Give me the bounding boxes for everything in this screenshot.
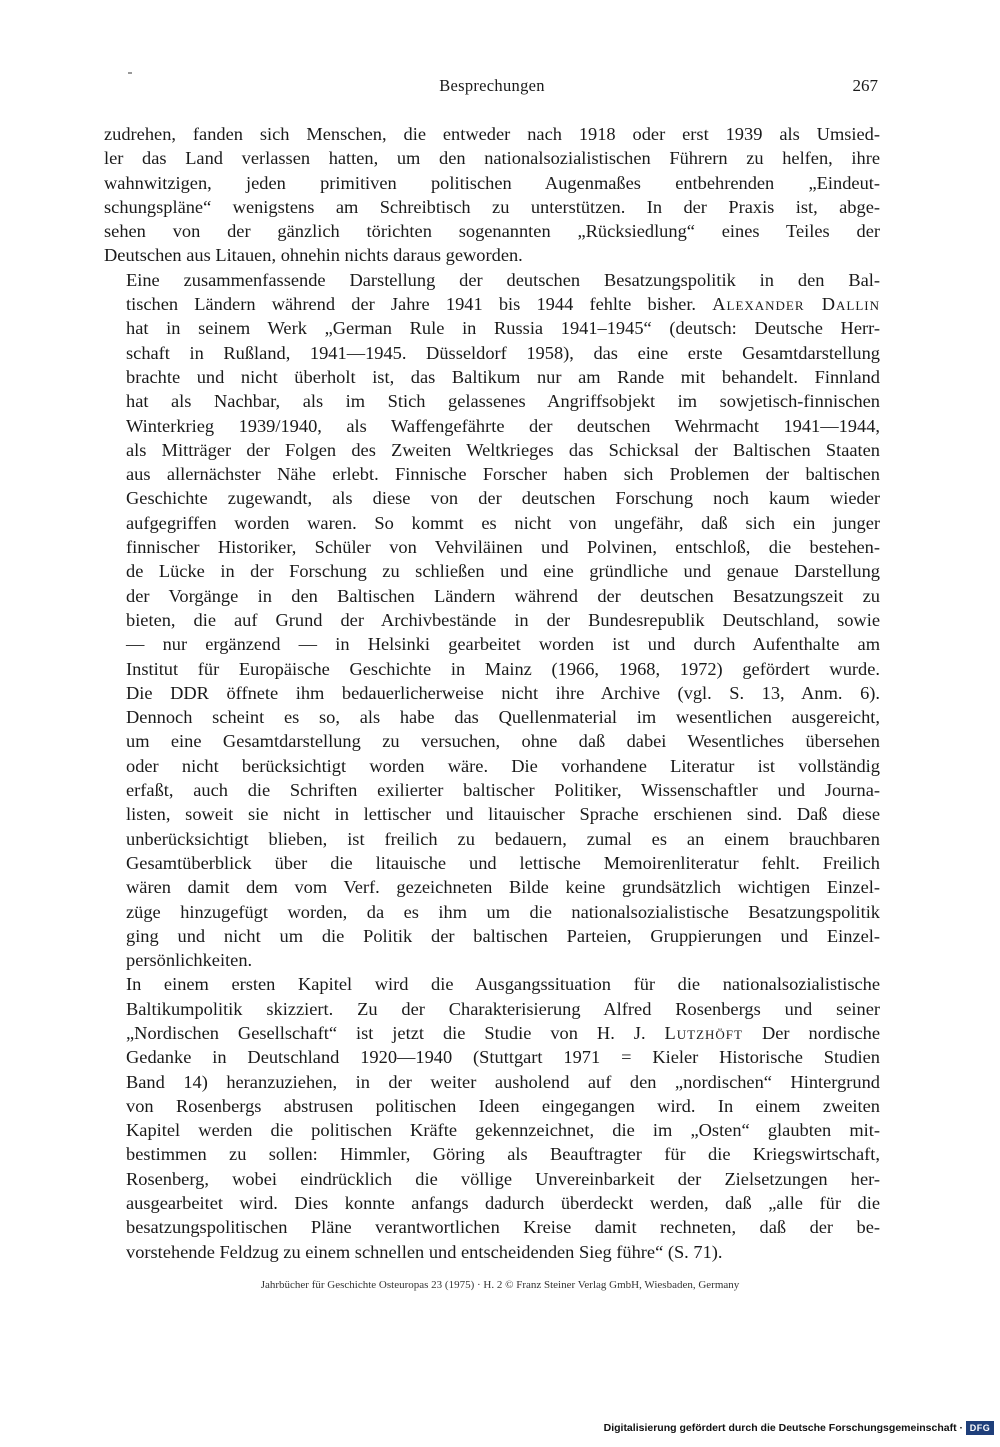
- digitization-notice: [604, 1417, 994, 1439]
- text-line: Gesamtüberblick über die litauische und lettische Memoirenliteratur fehlt. Freilich: [126, 852, 880, 873]
- text-line: Geschichte zugewandt, als diese von der deutschen Forschung noch kaum wieder: [126, 488, 880, 509]
- paragraph: [104, 122, 880, 268]
- text-line: listen, soweit sie nicht in lettischer und litauischer Sprache erschienen sind. Daß diese: [126, 804, 880, 825]
- text-line: Eine zusammenfassende Darstellung der deutschen Besatzungspolitik in den Bal-: [126, 269, 880, 290]
- running-head: Besprechungen: [439, 76, 545, 95]
- author-name: Lutzhöft: [664, 1022, 743, 1043]
- page-header: [104, 76, 880, 100]
- text-line: der Vorgänge in den Baltischen Ländern während der deutschen Besatzungszeit zu: [126, 585, 880, 606]
- text-line: aus allernächster Nähe erlebt. Finnische Forscher haben sich Problemen der baltischen: [126, 464, 880, 485]
- page-number: 267: [852, 76, 878, 95]
- text-line: um eine Gesamtdarstellung zu versuchen, ohne daß dabei Wesentliches übersehen: [126, 731, 880, 752]
- text-line: ging und nicht um die Politik der baltischen Parteien, Gruppierungen und Einzel-: [126, 925, 880, 946]
- text-line: persönlichkeiten.: [126, 950, 253, 971]
- text-line: Die DDR öffnete ihm bedauerlicherweise nicht ihre Archive (vgl. S. 13, Anm. 6).: [126, 682, 880, 703]
- text-line: Deutschen aus Litauen, ohnehin nichts daraus geworden.: [104, 245, 523, 266]
- text-line: In einem ersten Kapitel wird die Ausgangssituation für die nationalsozialistische: [126, 974, 880, 995]
- text-line: Kapitel werden die politischen Kräfte gekennzeichnet, die im „Osten“ glaubten mit-: [126, 1120, 880, 1141]
- text-line: wären damit dem vom Verf. gezeichneten Bilde keine grundsätzlich wichtigen Einzel-: [126, 877, 880, 898]
- text-line: Dennoch scheint es so, als habe das Quellenmaterial im wesentlichen ausgereicht,: [126, 707, 880, 728]
- scan-mark: [128, 72, 132, 74]
- text-line: de Lücke in der Forschung zu schließen und eine gründliche und genaue Darstellung: [126, 561, 880, 582]
- text-line: erfaßt, auch die Schriften exilierter baltischer Politiker, Wissenschaftler und Journa-: [126, 780, 880, 801]
- text-line: brachte und nicht überholt ist, das Baltikum nur am Rande mit behandelt. Finnland: [126, 366, 880, 387]
- text-line: sehen von der gänzlich törichten sogenannten „Rücksiedlung“ eines Teiles der: [104, 221, 880, 242]
- text-line: wahnwitzigen, jeden primitiven politischen Augenmaßes entbehrenden „Eindeut-: [104, 172, 880, 193]
- text-line: Baltikumpolitik skizziert. Zu der Charakterisierung Alfred Rosenbergs und seiner: [126, 998, 880, 1019]
- text-line: oder nicht berücksichtigt worden wäre. Die vorhandene Literatur ist vollständig: [126, 755, 880, 776]
- text-line: Gedanke in Deutschland 1920—1940 (Stuttgart 1971 = Kieler Historische Studien: [126, 1047, 880, 1068]
- text-line: bestimmen zu sollen: Himmler, Göring als Beauftragter für die Kriegswirtschaft,: [126, 1144, 880, 1165]
- text-line: „Nordischen Gesellschaft“ ist jetzt die Studie von H. J. Lutzhöft Der nordische: [126, 1022, 881, 1043]
- text-line: tischen Ländern während der Jahre 1941 bis 1944 fehlte bisher. Alexander Dallin: [126, 294, 880, 315]
- paragraph: [104, 268, 880, 973]
- text-line: — nur ergänzend — in Helsinki gearbeitet worden ist und durch Aufenthalte am: [126, 634, 880, 655]
- text-line: schaft in Rußland, 1941—1945. Düsseldorf 1958), das eine erste Gesamtdarstellung: [126, 342, 880, 363]
- text-line: aufgegriffen worden waren. So kommt es nicht von ungefähr, daß sich ein junger: [126, 512, 880, 533]
- text-line: als Mitträger der Folgen des Zweiten Weltkrieges das Schicksal der Baltischen Staaten: [126, 439, 880, 460]
- text-line: Band 14) heranzuziehen, in der weiter ausholend auf den „nordischen“ Hintergrund: [126, 1071, 880, 1092]
- text-line: züge hinzugefügt worden, da es ihm um die nationalsozialistische Besatzungspolitik: [126, 901, 880, 922]
- text-line: hat als Nachbar, als im Stich gelassenes Angriffsobjekt im sowjetisch-finnischen: [126, 391, 880, 412]
- text-line: besatzungspolitischen Pläne verantwortlichen Kreise damit rechneten, daß der be-: [126, 1217, 880, 1238]
- text-line: Rosenberg, wobei eindrücklich die völlige Unvereinbarkeit der Zielsetzungen her-: [126, 1168, 880, 1189]
- text-line: Winterkrieg 1939/1940, als Waffengefährte der deutschen Wehrmacht 1941—1944,: [126, 415, 880, 436]
- text-line: von Rosenbergs abstrusen politischen Ideen eingegangen wird. In einem zweiten: [126, 1095, 880, 1116]
- text-line: zudrehen, fanden sich Menschen, die entweder nach 1918 oder erst 1939 als Umsied-: [104, 124, 880, 144]
- author-name: Alexander Dallin: [712, 294, 880, 315]
- body-text: [104, 122, 880, 1264]
- text-line: schungspläne“ wenigstens am Schreibtisch zu unterstützen. In der Praxis ist, abge-: [104, 196, 880, 217]
- text-line: unberücksichtigt blieben, ist freilich zu bedauern, zumal es an einem brauchbaren: [126, 828, 880, 849]
- text-line: vorstehende Feldzug zu einem schnellen und entscheidenden Sieg führe“ (S. 71).: [126, 1241, 723, 1262]
- text-line: finnischer Historiker, Schüler von Vehviläinen und Polvinen, entschloß, die bestehen-: [126, 537, 880, 558]
- text-line: hat in seinem Werk „German Rule in Russia 1941–1945“ (deutsch: Deutsche Herr-: [126, 318, 880, 339]
- journal-citation: Jahrbücher für Geschichte Osteuropas 23 (1975) · H. 2 © Franz Steiner Verlag GmbH, Wiesbaden, Germany: [260, 1279, 740, 1291]
- dfg-logo-icon: DFG: [966, 1421, 994, 1435]
- paragraph: [104, 972, 880, 1264]
- text-line: ausgearbeitet wird. Dies konnte anfangs dadurch überdeckt werden, daß „alle für die: [126, 1193, 880, 1214]
- text-line: ler das Land verlassen hatten, um den nationalsozialistischen Führern zu helfen, ihre: [104, 148, 880, 169]
- text-line: Institut für Europäische Geschichte in Mainz (1966, 1968, 1972) gefördert wurde.: [126, 658, 880, 679]
- digitization-text: Digitalisierung gefördert durch die Deutsche Forschungsgemeinschaft ·: [603, 1422, 963, 1434]
- text-line: bieten, die auf Grund der Archivbestände in der Bundesrepublik Deutschland, sowie: [126, 609, 880, 630]
